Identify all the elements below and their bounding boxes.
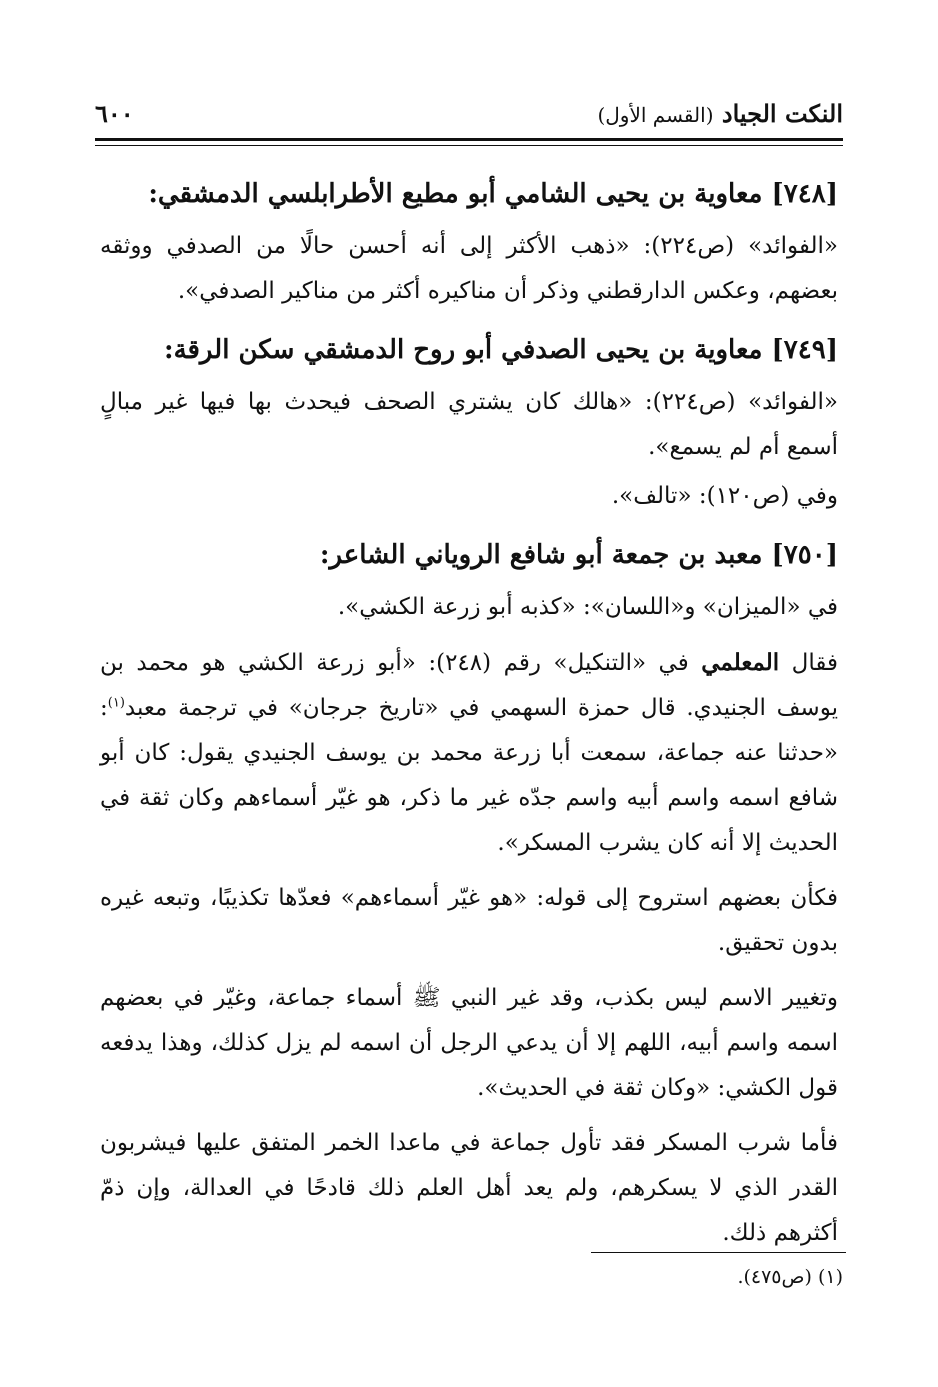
page-number: ٦٠٠: [95, 98, 134, 128]
text-run: في «التنكيل» رقم (٢٤٨): «أبو زرعة الكشي هو محمد بن يوسف الجنيدي. قال حمزة السهمي في «تاريخ جرجان» في ترجمة معبد: [100, 650, 838, 721]
paragraph: «الفوائد» (ص٢٢٤): «هالك كان يشتري الصحف فيحدث بها فيها غير مبالٍ أسمع أم لم يسمع».: [100, 389, 838, 460]
paragraph: فأما شرب المسكر فقد تأول جماعة في ماعدا الخمر المتفق عليها فيشربون القدر الذي لا يسكرهم، ولم يعد أهل العلم ذلك قادحًا في العدالة، وإن ذمّ أكثرهم ذلك.: [100, 1130, 838, 1246]
footnote-reference[interactable]: (١): [107, 695, 125, 711]
entry-heading-748: [٧٤٨] معاوية بن يحيى الشامي أبو مطيع الأطرابلسي الدمشقي:: [148, 179, 838, 209]
text-run: : «حدثنا عنه جماعة، سمعت أبا زرعة محمد بن يوسف الجنيدي يقول: كان أبو شافع اسمه واسم أبيه واسم جدّه غير ما ذكر، هو غيّر أسماءهم وكان ثقة في الحديث إلا أنه كان يشرب المسكر».: [100, 695, 838, 856]
header-rule-thick: [95, 138, 843, 141]
book-part: (القسم الأول): [597, 102, 714, 127]
book-title-text: النكت الجياد: [721, 98, 843, 128]
running-header: [95, 90, 843, 136]
paragraph: في «الميزان» و«اللسان»: «كذبه أبو زرعة الكشي».: [337, 594, 838, 620]
entry-heading-749: [٧٤٩] معاوية بن يحيى الصدفي أبو روح الدمشقي سكن الرقة:: [163, 335, 838, 365]
paragraph: وتغيير الاسم ليس بكذب، وقد غير النبي ﷺ أسماء جماعة، وغيّر في بعضهم اسمه واسم أبيه، اللهم إلا أن يدعي الرجل أن اسمه لم يزل كذلك، وهذا يدفعه قول الكشي: «وكان ثقة في الحديث».: [100, 985, 838, 1101]
author-name: المعلمي: [701, 649, 780, 676]
paragraph: «الفوائد» (ص٢٢٤): «ذهب الأكثر إلى أنه أحسن حالًا من الصدفي ووثقه بعضهم، وعكس الدارقطني وذكر أن مناكيره أكثر من مناكير الصدفي».: [100, 233, 839, 304]
paragraph: وفي (ص١٢٠): «تالف».: [611, 483, 838, 509]
footnote: (١) (ص٤٧٥).: [737, 1266, 843, 1288]
paragraph: فكأن بعضهم استروح إلى قوله: «هو غيّر أسماءهم» فعدّها تكذيبًا، وتبعه غيره بدون تحقيق.: [100, 885, 838, 956]
entry-heading-750: [٧٥٠] معبد بن جمعة أبو شافع الروياني الشاعر:: [319, 540, 838, 570]
paragraph: [100, 640, 838, 866]
text-run: فقال: [779, 650, 838, 676]
header-rule-thin: [95, 145, 843, 146]
footnote-separator: [591, 1252, 846, 1253]
main-text: [100, 168, 838, 1266]
book-title: [597, 99, 843, 128]
